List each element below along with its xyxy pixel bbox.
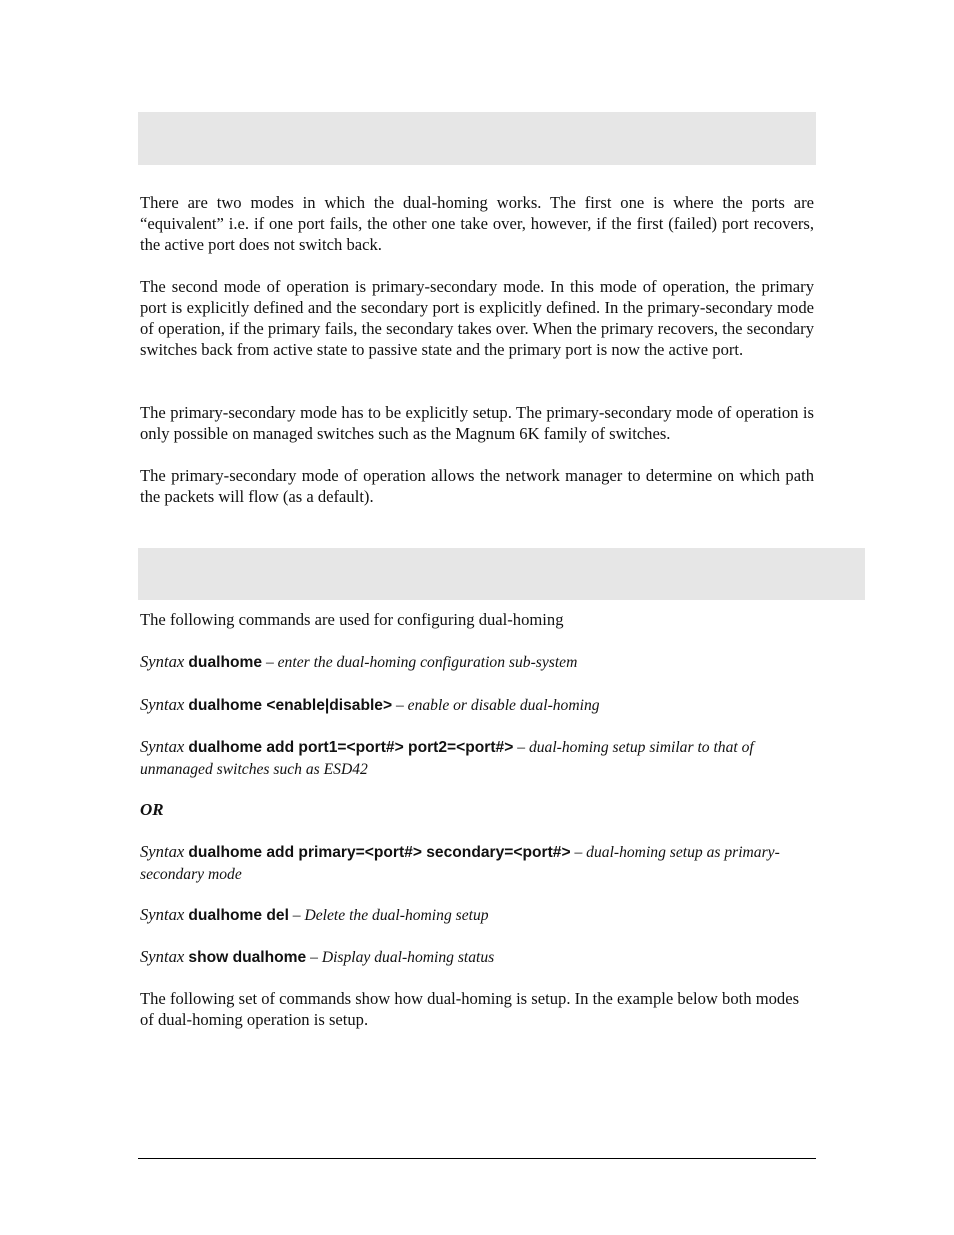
syntax-command: show dualhome — [188, 949, 307, 966]
syntax-description: – Display dual-homing status — [306, 949, 495, 966]
syntax-label: Syntax — [140, 737, 185, 756]
syntax-command: dualhome add port1=<port#> port2=<port#> — [188, 739, 514, 756]
syntax-description: – dual-homing setup similar to that of unmanaged switches such as ESD42 — [140, 739, 754, 778]
footer-rule — [138, 1158, 816, 1159]
syntax-label: Syntax — [140, 652, 185, 671]
section-header-band — [138, 112, 816, 165]
syntax-line — [140, 651, 820, 673]
paragraph-explicit-setup: The primary-secondary mode has to be explicitly setup. The primary-secondary mode of operation is only possible on managed switches such as the Magnum 6K family of switches. — [140, 403, 814, 443]
or-text: OR — [140, 800, 164, 819]
commands-intro: The following commands are used for configuring dual-homing — [140, 610, 564, 629]
section-header-band — [138, 548, 865, 600]
syntax-line — [140, 904, 820, 926]
syntax-command: dualhome — [188, 654, 263, 671]
syntax-line — [140, 946, 820, 968]
syntax-label: Syntax — [140, 905, 185, 924]
syntax-label: Syntax — [140, 695, 185, 714]
or-label — [140, 799, 820, 820]
syntax-label: Syntax — [140, 947, 185, 966]
syntax-description: – enable or disable dual-homing — [392, 697, 600, 714]
syntax-command: dualhome del — [188, 907, 289, 924]
syntax-line — [140, 736, 820, 780]
commands-outro: The following set of commands show how dual-homing is setup. In the example below both modes of dual-homing operation is setup. — [140, 989, 800, 1029]
syntax-command: dualhome <enable|disable> — [188, 697, 393, 714]
paragraph-equivalent-mode: There are two modes in which the dual-homing works. The first one is where the ports are “equivalent” i.e. if one port fails, the other one take over, however, if the first (failed) port recovers, the active port does not switch back. — [140, 193, 814, 254]
syntax-description: – dual-homing setup as primary-secondary mode — [140, 844, 780, 883]
syntax-command: dualhome add primary=<port#> secondary=<port#> — [188, 844, 571, 861]
syntax-line — [140, 694, 820, 716]
syntax-line — [140, 841, 820, 885]
paragraph-primary-secondary-mode: The second mode of operation is primary-secondary mode. In this mode of operation, the primary port is explicitly defined and the secondary port is explicitly defined. In the primary-secondary mode of operation, if the primary fails, the secondary takes over. When the primary recovers, the secondary switches back from active state to passive state and the primary port is now the active port. — [140, 277, 814, 359]
syntax-label: Syntax — [140, 842, 185, 861]
syntax-description: – enter the dual-homing configuration sub-system — [262, 654, 578, 671]
syntax-description: – Delete the dual-homing setup — [288, 907, 489, 924]
paragraph-path-determination: The primary-secondary mode of operation allows the network manager to determine on which path the packets will flow (as a default). — [140, 466, 814, 506]
